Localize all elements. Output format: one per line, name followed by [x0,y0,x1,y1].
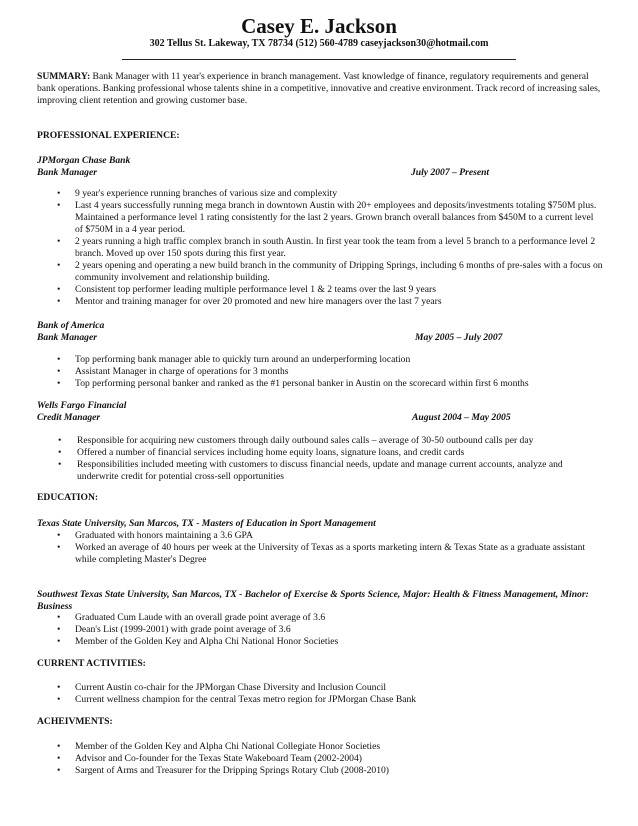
school-bullets [37,530,603,566]
activities-bullets [37,682,603,706]
bullet-icon: • [57,354,61,365]
list-item: • Top performing personal banker and ranked as the #1 personal banker in Austin on the scorecard within first 6 months [57,378,529,389]
bullet-icon: • [57,200,61,211]
bullet-icon: • [57,612,61,623]
bullet-icon: • [57,682,61,693]
job-entry [37,155,603,179]
job-company: Wells Fargo Financial [37,400,127,411]
list-item: • Member of the Golden Key and Alpha Chi National Collegiate Honor Societies [57,741,381,752]
list-item: • Offered a number of financial services including home equity loans, signature loans, and credit cards [58,447,465,458]
bullet-icon: • [57,624,61,635]
bullet-icon: • [58,447,62,458]
bullet-icon: • [57,284,61,295]
list-item: • Mentor and training manager for over 20 promoted and new hire managers over the last 7 years [57,296,442,307]
bullet-icon: • [57,260,61,271]
job-bullets [37,188,603,308]
list-item: • Responsible for acquiring new customers through daily outbound sales calls – average of 30-50 outbound calls per day [58,435,534,446]
job-title: Bank Manager [37,332,97,343]
list-item: • Graduated with honors maintaining a 3.6 GPA [57,530,253,541]
summary-section [37,71,603,107]
list-item: • Graduated Cum Laude with an overall grade point average of 3.6 [57,612,326,623]
list-item: • 9 year's experience running branches of various size and complexity [57,188,337,199]
candidate-name: Casey E. Jackson [241,14,397,38]
achievements-heading: ACHEIVMENTS: [37,716,113,727]
school-title: Texas State University, San Marcos, TX - Masters of Education in Sport Management [37,518,376,529]
bullet-icon: • [57,636,61,647]
list-item: • Worked an average of 40 hours per week at the University of Texas as a sports marketing intern & Texas State as a graduate assistant while completing Master's Degree [57,542,586,565]
list-item: • Member of the Golden Key and Alpha Chi National Honor Societies [57,636,339,647]
summary-label: SUMMARY: [37,71,91,82]
job-company: Bank of America [37,320,105,331]
bullet-icon: • [57,753,61,764]
bullet-icon: • [57,296,61,307]
school-title: Southwest Texas State University, San Marcos, TX - Bachelor of Exercise & Sports Science, Major: Health & Fitness Management, Minor: Business [37,589,589,612]
header-divider [122,59,516,60]
bullet-icon: • [57,366,61,377]
job-dates: May 2005 – July 2007 [415,332,503,343]
list-item: • Dean's List (1999-2001) with grade point average of 3.6 [57,624,291,635]
job-bullets [37,435,603,483]
activities-heading: CURRENT ACTIVITIES: [37,658,146,669]
experience-heading: PROFESSIONAL EXPERIENCE: [37,130,180,141]
contact-line: 302 Tellus St. Lakeway, TX 78734 (512) 560-4789 caseyjackson30@hotmail.com [149,38,489,49]
bullet-icon: • [57,236,61,247]
list-item: • Last 4 years successfully running mega branch in downtown Austin with 20+ employees and deposits/investments totaling $750M plus. Maintained a performance level 1 rating consistently for the last 2 years. Grown branch overall balances from $450M to a current level of $750M in a 4 year period. [57,200,597,235]
list-item: • Consistent top performer leading multiple performance level 1 & 2 teams over the last 9 years [57,284,436,295]
job-entry [37,320,603,344]
bullet-icon: • [57,530,61,541]
bullet-icon: • [57,694,61,705]
school-bullets [37,612,603,648]
bullet-icon: • [57,542,61,553]
job-company: JPMorgan Chase Bank [37,155,131,166]
achievements-bullets [37,741,603,777]
list-item: • Top performing bank manager able to quickly turn around an underperforming location [57,354,411,365]
bullet-icon: • [57,765,61,776]
list-item: • Advisor and Co-founder for the Texas State Wakeboard Team (2002-2004) [57,753,362,764]
job-title: Bank Manager [37,167,97,178]
job-title: Credit Manager [37,412,101,423]
bullet-icon: • [58,459,62,470]
education-heading: EDUCATION: [37,492,99,503]
job-dates: August 2004 – May 2005 [412,412,511,423]
list-item: • Current Austin co-chair for the JPMorgan Chase Diversity and Inclusion Council [57,682,387,693]
job-bullets [37,354,603,390]
list-item: • 2 years running a high traffic complex branch in south Austin. In first year took the team from a level 5 branch to a performance level 2 branch. Moved up over 150 spots during this first year. [57,236,596,259]
summary-text: Bank Manager with 11 year's experience in branch management. Vast knowledge of finance, regulatory requirements and general bank operations. Banking professional whose talents shine in a competitive, innovative and creative environment. Track record of increasing sales, improving client retention and growing customer base. [37,71,601,106]
list-item: • Sargent of Arms and Treasurer for the Dripping Springs Rotary Club (2008-2010) [57,765,389,776]
job-entry [37,400,603,424]
list-item: • 2 years opening and operating a new build branch in the community of Dripping Springs, including 6 months of pre-sales with a focus on community involvement and relationship building. [57,260,603,283]
list-item: • Assistant Manager in charge of operations for 3 months [57,366,289,377]
bullet-icon: • [58,435,62,446]
job-dates: July 2007 – Present [411,167,490,178]
bullet-icon: • [57,741,61,752]
list-item: • Current wellness champion for the central Texas metro region for JPMorgan Chase Bank [57,694,417,705]
bullet-icon: • [57,378,61,389]
bullet-icon: • [57,188,61,199]
list-item: • Responsibilities included meeting with customers to discuss financial needs, update and manage current accounts, analyze and underwrite credit for potential cross-sell opportunities [58,459,563,482]
